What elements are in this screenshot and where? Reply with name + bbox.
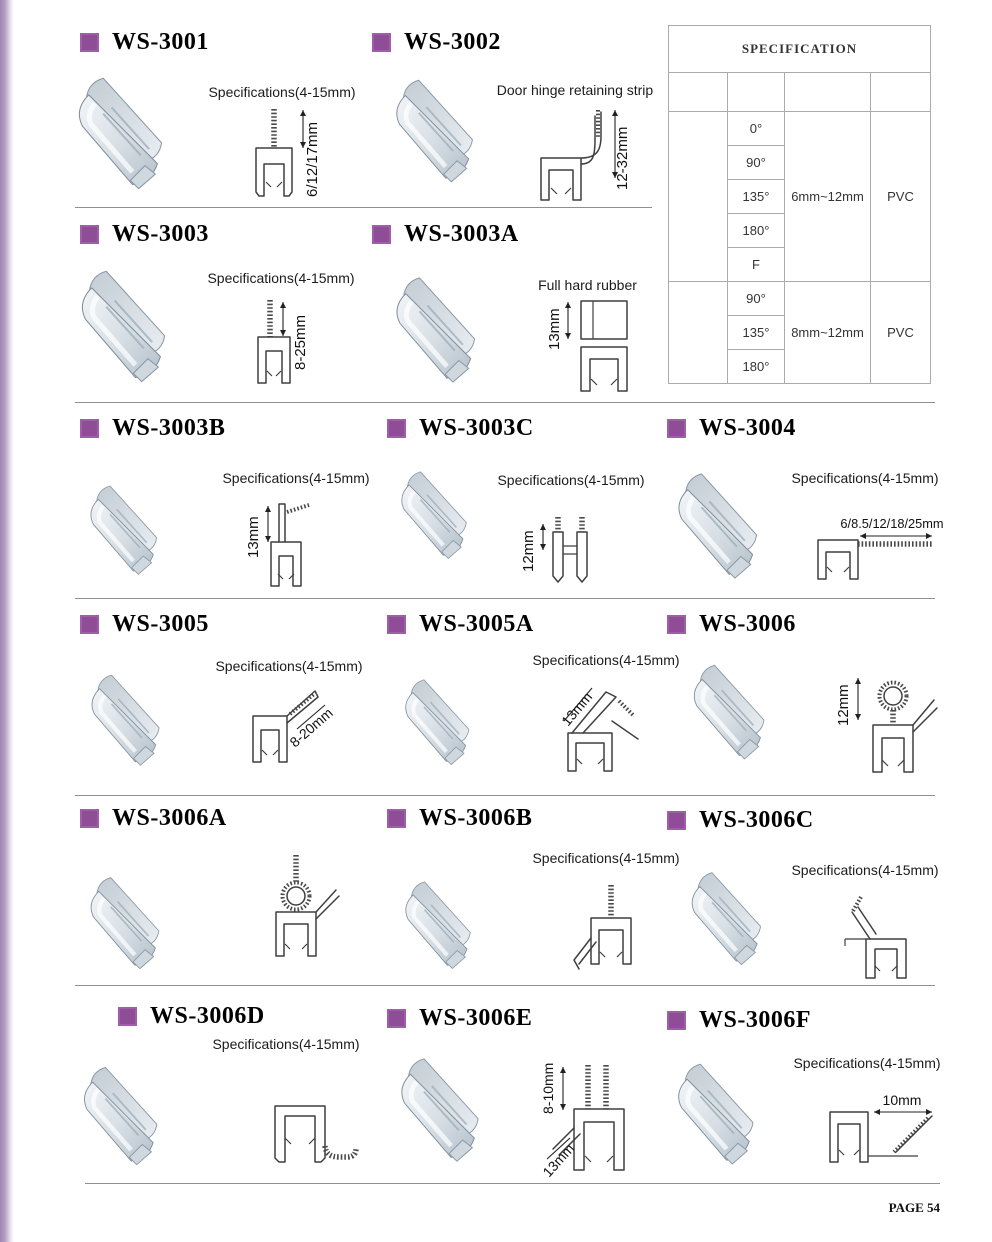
drawing-strokes (855, 678, 937, 772)
drawing-strokes (256, 109, 306, 196)
product-header-ws3006c (667, 808, 814, 832)
separator-line (75, 402, 935, 403)
product-photo-ws3001 (72, 72, 197, 197)
product-code: WS-3006B (419, 805, 533, 831)
product-photo-ws3003b (85, 470, 185, 592)
product-header-ws3006a (80, 806, 227, 830)
product-code: WS-3006E (419, 1005, 533, 1031)
product-code: WS-3006D (150, 1003, 265, 1029)
bullet-square-icon (118, 1007, 137, 1026)
separator-line (75, 795, 935, 796)
drawing-strokes (275, 1106, 356, 1162)
bullet-square-icon (80, 419, 99, 438)
product-photo-ws3003a (390, 270, 508, 392)
dimension-label: 12mm (835, 684, 852, 726)
product-photo-ws3005 (86, 662, 188, 780)
product-header-ws3006d (118, 1004, 265, 1028)
product-photo-ws3006a (85, 858, 188, 990)
tech-drawing-ws3001 (240, 104, 321, 202)
bullet-square-icon (80, 33, 99, 52)
product-photo-ws3003 (75, 265, 200, 390)
tech-drawing-ws3006d (268, 1100, 358, 1170)
product-photo-ws3006 (688, 645, 794, 781)
spec-header-cell (785, 73, 871, 112)
spec-label: Full hard rubber (538, 277, 637, 293)
profile-extrusion-shape (679, 1064, 753, 1164)
drawing-strokes (276, 855, 339, 956)
product-photo-ws3006c (686, 858, 790, 981)
drawing-strokes (818, 533, 932, 579)
tech-drawing-ws3004 (812, 515, 944, 585)
spec-label: Specifications(4-15mm) (207, 270, 355, 286)
bullet-square-icon (387, 419, 406, 438)
dimension-label: 13mm (539, 1140, 578, 1181)
page-edge-gradient (0, 0, 14, 1242)
product-header-ws3002 (372, 30, 501, 54)
dimension-label: 12mm (520, 530, 537, 572)
product-photo-ws3004 (672, 465, 790, 589)
spec-angle-cell: 180° (728, 214, 785, 248)
dimension-label: 6/12/17mm (304, 121, 321, 197)
spec-angle-cell: 180° (728, 350, 785, 384)
tech-drawing-ws3006a (252, 845, 342, 965)
product-photo-ws3003c (396, 446, 494, 586)
product-code: WS-3006F (699, 1007, 811, 1033)
product-photo-ws3006b (400, 868, 498, 984)
profile-extrusion-shape (85, 1068, 157, 1165)
profile-extrusion-shape (694, 665, 764, 759)
bullet-square-icon (80, 809, 99, 828)
product-header-ws3005 (80, 612, 209, 636)
drawing-strokes (540, 517, 587, 582)
product-code: WS-3003A (404, 221, 519, 247)
spec-angle-cell: 90° (728, 282, 785, 316)
tech-drawing-ws3006c (832, 892, 917, 982)
product-photo-ws3005a (400, 660, 496, 786)
spec-label: Specifications(4-15mm) (208, 84, 356, 100)
drawing-strokes (845, 897, 906, 978)
product-header-ws3003a (372, 222, 519, 246)
spec-header-cell (728, 73, 785, 112)
dimension-label: 6/8.5/12/18/25mm (840, 516, 944, 531)
spec-label: Specifications(4-15mm) (497, 472, 645, 488)
profile-extrusion-shape (406, 680, 469, 765)
product-header-ws3005a (387, 612, 534, 636)
spec-angle-cell: 90° (728, 146, 785, 180)
spec-label: Specifications(4-15mm) (212, 1036, 360, 1052)
page-number: PAGE 54 (888, 1200, 940, 1215)
product-photo-ws3006d (78, 1050, 188, 1184)
profile-extrusion-shape (397, 278, 475, 382)
product-code: WS-3004 (699, 415, 796, 441)
separator-line (75, 207, 652, 208)
spec-material-cell: PVC (871, 112, 931, 282)
spec-label: Specifications(4-15mm) (791, 470, 939, 486)
drawing-strokes (830, 1109, 932, 1162)
bullet-square-icon (80, 225, 99, 244)
drawing-strokes (265, 504, 309, 586)
spec-header-cell (871, 73, 931, 112)
tech-drawing-ws3002 (533, 100, 631, 205)
spec-table-title: SPECIFICATION (669, 26, 931, 73)
product-code: WS-3006 (699, 611, 796, 637)
spec-material-cell: PVC (871, 282, 931, 384)
separator-line (85, 1183, 940, 1184)
product-code: WS-3005A (419, 611, 534, 637)
profile-extrusion-shape (92, 675, 159, 765)
product-code: WS-3006C (699, 807, 814, 833)
profile-extrusion-shape (79, 78, 161, 188)
product-header-ws3003c (387, 416, 534, 440)
drawing-strokes (565, 301, 627, 391)
dimension-label: 12-32mm (614, 126, 631, 190)
product-header-ws3006b (387, 806, 532, 830)
spec-model-cell (669, 112, 728, 282)
drawing-strokes (574, 885, 631, 969)
separator-line (75, 985, 935, 986)
dimension-label: 10mm (882, 1092, 922, 1108)
spec-angle-cell: 135° (728, 180, 785, 214)
spec-label: Specifications(4-15mm) (222, 470, 370, 486)
spec-model-cell (669, 282, 728, 384)
spec-glass-cell: 8mm~12mm (785, 282, 871, 384)
product-photo-ws3006e (395, 1046, 511, 1176)
product-photo-ws3002 (390, 62, 505, 202)
bullet-square-icon (667, 811, 686, 830)
product-code: WS-3003B (112, 415, 226, 441)
spec-angle-cell: 0° (728, 112, 785, 146)
product-code: WS-3005 (112, 611, 209, 637)
separator-line (75, 598, 935, 599)
bullet-square-icon (667, 419, 686, 438)
product-header-ws3006e (387, 1006, 532, 1030)
profile-extrusion-shape (692, 873, 760, 965)
specification-table (668, 25, 931, 384)
spec-angle-cell: F (728, 248, 785, 282)
bullet-square-icon (667, 1011, 686, 1030)
dimension-label: 8-10mm (540, 1062, 556, 1114)
dimension-label: 8-25mm (292, 314, 309, 370)
bullet-square-icon (667, 615, 686, 634)
profile-extrusion-shape (397, 80, 473, 182)
tech-drawing-ws3006b (565, 880, 650, 980)
tech-drawing-ws3005a (550, 675, 655, 775)
tech-drawing-ws3006f (822, 1092, 942, 1172)
product-header-ws3001 (80, 30, 209, 54)
tech-drawing-ws3003a (545, 295, 640, 395)
tech-drawing-ws3005 (245, 682, 340, 767)
spec-header-cell (669, 73, 728, 112)
bullet-square-icon (372, 33, 391, 52)
spec-angle-cell: 135° (728, 316, 785, 350)
product-code: WS-3002 (404, 29, 501, 55)
profile-extrusion-shape (82, 271, 164, 381)
spec-label: Specifications(4-15mm) (791, 862, 939, 878)
product-header-ws3003 (80, 222, 209, 246)
dimension-label: 13mm (546, 308, 563, 350)
dimension-label: 8-20mm (286, 704, 336, 751)
product-code: WS-3003C (419, 415, 534, 441)
bullet-square-icon (80, 615, 99, 634)
product-code: WS-3006A (112, 805, 227, 831)
tech-drawing-ws3006e (540, 1052, 660, 1182)
tech-drawing-ws3003c (520, 512, 605, 590)
tech-drawing-ws3006 (835, 668, 940, 778)
bullet-square-icon (387, 1009, 406, 1028)
tech-drawing-ws3003 (250, 295, 320, 395)
profile-extrusion-shape (91, 486, 157, 574)
bullet-square-icon (372, 225, 391, 244)
profile-extrusion-shape (402, 472, 466, 559)
spec-glass-cell: 6mm~12mm (785, 112, 871, 282)
product-code: WS-3001 (112, 29, 209, 55)
dimension-label: 13mm (558, 688, 596, 729)
dimension-label: 13mm (245, 516, 262, 558)
product-header-ws3006f (667, 1008, 811, 1032)
product-header-ws3003b (80, 416, 225, 440)
profile-extrusion-shape (406, 882, 470, 969)
spec-label: Door hinge retaining strip (496, 82, 654, 98)
bullet-square-icon (387, 809, 406, 828)
profile-extrusion-shape (679, 474, 757, 578)
product-photo-ws3006f (672, 1048, 785, 1182)
product-code: WS-3003 (112, 221, 209, 247)
tech-drawing-ws3003b (245, 500, 320, 592)
drawing-strokes (258, 300, 290, 383)
drawing-strokes (541, 110, 618, 200)
spec-label: Specifications(4-15mm) (793, 1055, 941, 1071)
profile-extrusion-shape (91, 878, 159, 969)
bullet-square-icon (387, 615, 406, 634)
spec-label: Specifications(4-15mm) (532, 652, 680, 668)
spec-label: Specifications(4-15mm) (215, 658, 363, 674)
product-header-ws3006 (667, 612, 796, 636)
profile-extrusion-shape (402, 1059, 478, 1161)
spec-label: Specifications(4-15mm) (532, 850, 680, 866)
product-header-ws3004 (667, 416, 796, 440)
